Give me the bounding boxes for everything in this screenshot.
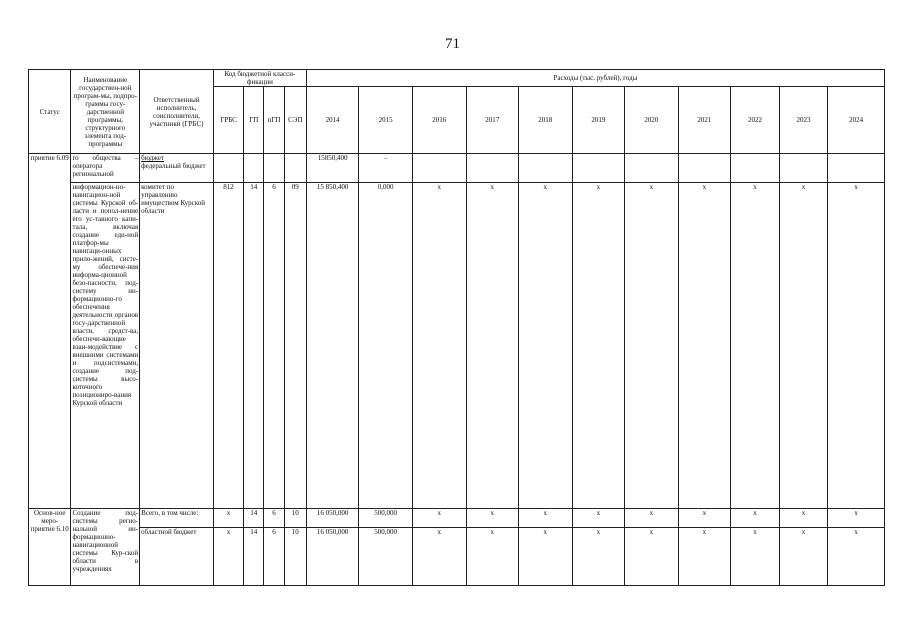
code-gp: 14 — [244, 509, 264, 528]
value-year: x — [779, 528, 828, 586]
code-grbs: x — [213, 509, 243, 528]
code-gp: 14 — [244, 528, 264, 586]
value-2014: 15 850,400 — [306, 183, 359, 509]
value-year: x — [412, 528, 466, 586]
page-number: 71 — [445, 36, 460, 52]
header-year: 2015 — [359, 87, 413, 154]
header-code-grbs: ГРБС — [213, 87, 243, 154]
value-year: x — [572, 183, 625, 509]
value-year: x — [678, 509, 731, 528]
responsible-cell: Всего, в том числе: — [140, 509, 214, 528]
value-year: x — [779, 183, 828, 509]
responsible-cell — [140, 154, 214, 183]
program-name-cell: Создание под-системы регио-нальной ин-формационно-навигационной системы Кур-ской области в учреждениях — [71, 509, 140, 586]
header-year: 2016 — [412, 87, 466, 154]
code-sep: 10 — [284, 509, 306, 528]
value-year: x — [625, 528, 679, 586]
code-pgp: 6 — [264, 528, 284, 586]
status-cell: Основ-ное меро-приятие 6.10 — [29, 509, 71, 586]
code-sep: 09 — [284, 183, 306, 509]
value-year: x — [731, 183, 780, 509]
responsible-cell: областной бюджет — [140, 528, 214, 586]
value-year: x — [731, 528, 780, 586]
value-2015: 0,000 — [359, 183, 413, 509]
responsible-line: федеральный бюджет — [141, 162, 206, 170]
value-year: x — [412, 183, 466, 509]
program-name-cell: информацион-но-навигацион-ной системы Курской об-ласти и попол-нение его ус-тавного капи-тала, включая создание еди-ной платфор-мы навигаци-онных прило-жений, систе-му обеспече-ния информа-ционной безо-пасности, под-систему ин-формационно-го обеспечения деятельности органов госу-дарственной власти, средст-ва, обеспечи-вающие взаи-модействие с внешними системами и подсистемами, создание под-системы высо-коточного позициониро-вания Курской области — [71, 183, 140, 509]
budget-table — [28, 69, 885, 586]
value-year: x — [625, 183, 679, 509]
code-grbs: 812 — [213, 183, 243, 509]
header-year: 2023 — [779, 87, 828, 154]
value-year: x — [572, 528, 625, 586]
value-year: x — [678, 528, 731, 586]
code-sep: 10 — [284, 528, 306, 586]
program-name-cell: го общества – оператора региональной — [71, 154, 140, 183]
value-2015: - — [359, 154, 413, 183]
header-year: 2019 — [572, 87, 625, 154]
value-2014: 16 050,000 — [306, 528, 359, 586]
value-2014: 16 050,000 — [306, 509, 359, 528]
header-expenses: Расходы (тыс. рублей), годы — [306, 70, 884, 87]
responsible-cell: комитет по управлению имуществом Курской области — [140, 183, 214, 509]
value-year: x — [731, 509, 780, 528]
value-2014: 15850,400 — [306, 154, 359, 183]
value-year: x — [828, 528, 885, 586]
header-code-sep: СЭП — [284, 87, 306, 154]
value-year: x — [466, 183, 519, 509]
header-code-pgp: пГП — [264, 87, 284, 154]
header-year: 2017 — [466, 87, 519, 154]
header-year: 2022 — [731, 87, 780, 154]
value-year: x — [678, 183, 731, 509]
value-year: x — [779, 509, 828, 528]
header-year: 2020 — [625, 87, 679, 154]
header-budget-code: Код бюджетной класси-фикации — [213, 70, 306, 87]
code-grbs: x — [213, 528, 243, 586]
header-year: 2024 — [828, 87, 885, 154]
header-responsible: Ответственный исполнитель, соисполнители, участники (ГРБС) — [140, 70, 214, 154]
value-year: x — [572, 509, 625, 528]
value-year: x — [828, 509, 885, 528]
value-2015: 500,000 — [359, 509, 413, 528]
value-year: x — [519, 528, 573, 586]
header-year: 2014 — [306, 87, 359, 154]
header-year: 2021 — [678, 87, 731, 154]
value-year: x — [466, 528, 519, 586]
value-year: x — [519, 509, 573, 528]
value-year: x — [828, 183, 885, 509]
code-pgp: 6 — [264, 509, 284, 528]
responsible-line: бюджет — [141, 154, 165, 162]
value-year: x — [625, 509, 679, 528]
value-year: x — [519, 183, 573, 509]
value-year: x — [466, 509, 519, 528]
code-pgp: 6 — [264, 183, 284, 509]
header-code-gp: ГП — [244, 87, 264, 154]
header-year: 2018 — [519, 87, 573, 154]
status-cell: приятие 6.09 — [29, 154, 71, 509]
code-gp: 14 — [244, 183, 264, 509]
value-year: x — [412, 509, 466, 528]
header-program-name: Наименование государствен-ной програм-мы, подпро-граммы госу-дарственной программы, структурного элемента под-программы — [71, 70, 140, 154]
value-2015: 500,000 — [359, 528, 413, 586]
header-status: Статус — [29, 70, 71, 154]
